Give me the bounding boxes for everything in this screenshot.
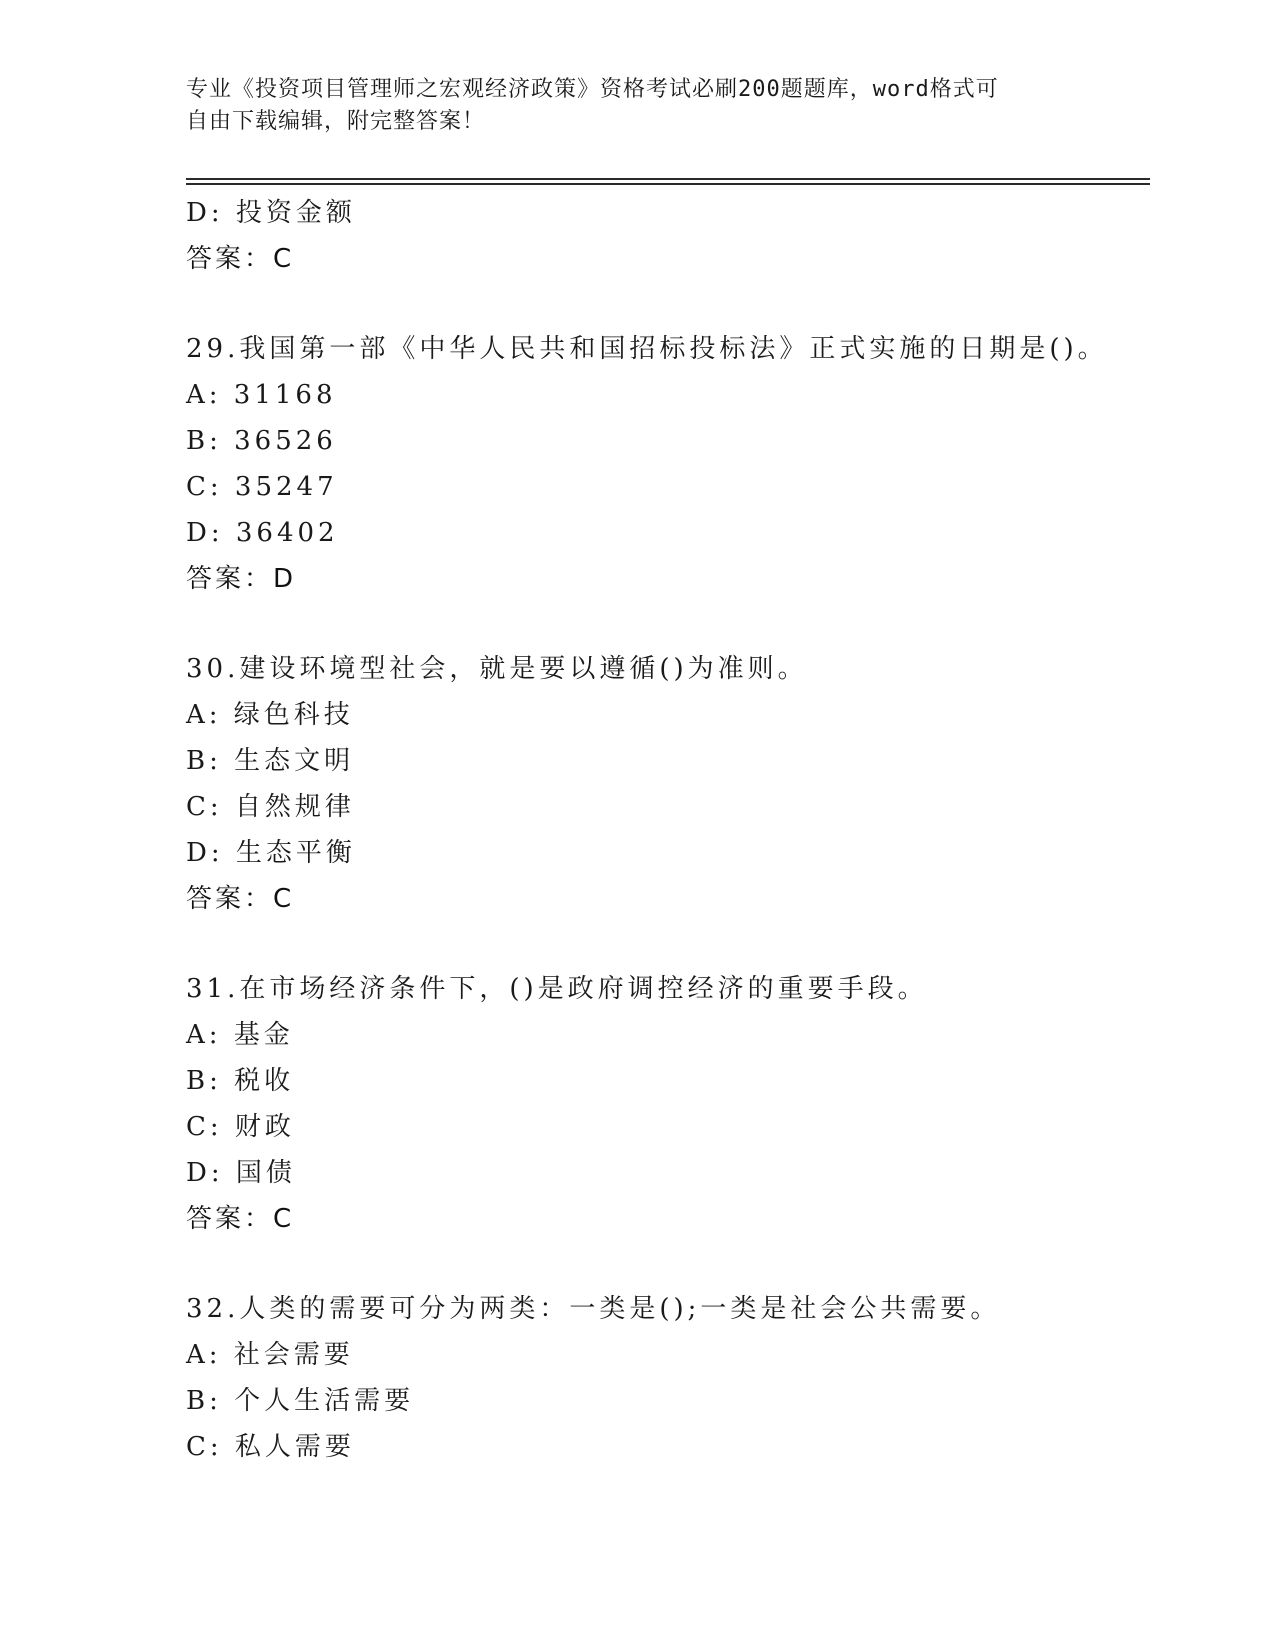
answer: 答案：C	[186, 1204, 295, 1234]
option-b: B: 生态文明	[186, 746, 355, 776]
header-line-1: 专业《投资项目管理师之宏观经济政策》资格考试必刷200题题库，word格式可	[186, 77, 999, 102]
question-29	[186, 326, 1146, 602]
option-d: D: 国债	[186, 1158, 296, 1188]
answer: 答案：C	[186, 884, 295, 914]
option-b: B: 个人生活需要	[186, 1386, 415, 1416]
option-b: B: 36526	[186, 426, 337, 456]
option-a: A: 31168	[186, 380, 337, 410]
option-d: D: 36402	[186, 518, 339, 548]
answer: 答案：D	[186, 564, 297, 594]
option-c: C: 私人需要	[186, 1432, 355, 1462]
question-32	[186, 1286, 1146, 1470]
prev-option-d: D: 投资金额	[186, 198, 356, 228]
prev-answer: 答案：C	[186, 244, 295, 274]
question-list	[186, 190, 1146, 1470]
option-a: A: 绿色科技	[186, 700, 354, 730]
question-stem: 32.人类的需要可分为两类：一类是();一类是社会公共需要。	[186, 1294, 1001, 1324]
option-a: A: 社会需要	[186, 1340, 354, 1370]
option-c: C: 35247	[186, 472, 338, 502]
question-31	[186, 966, 1146, 1242]
option-c: C: 自然规律	[186, 792, 355, 822]
option-b: B: 税收	[186, 1066, 295, 1096]
question-stem: 29.我国第一部《中华人民共和国招标投标法》正式实施的日期是()。	[186, 334, 1108, 364]
header-line-2: 自由下载编辑，附完整答案！	[186, 109, 486, 134]
question-stem: 31.在市场经济条件下，()是政府调控经济的重要手段。	[186, 974, 928, 1004]
header-divider-top	[186, 178, 1150, 180]
document-header	[186, 74, 1066, 138]
option-d: D: 生态平衡	[186, 838, 356, 868]
option-a: A: 基金	[186, 1020, 294, 1050]
question-stem: 30.建设环境型社会，就是要以遵循()为准则。	[186, 654, 808, 684]
question-30	[186, 646, 1146, 922]
header-divider-bottom	[186, 183, 1150, 185]
option-c: C: 财政	[186, 1112, 295, 1142]
